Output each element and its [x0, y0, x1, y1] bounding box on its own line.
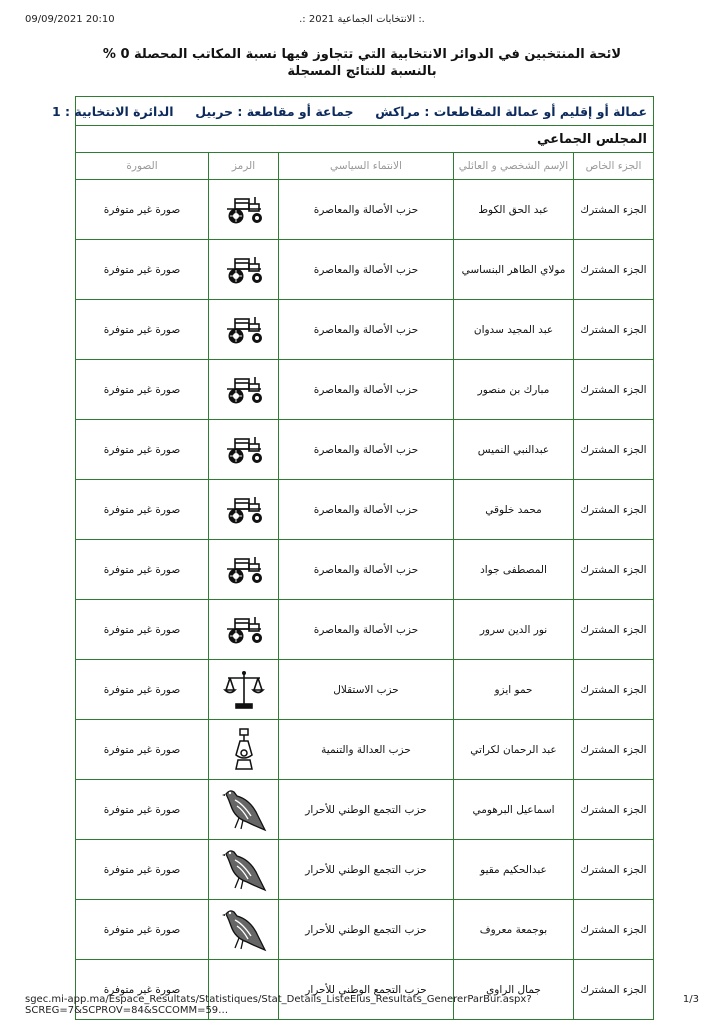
- part-cell: الجزء المشترك: [574, 960, 654, 1020]
- photo-cell: صورة غير متوفرة: [76, 540, 209, 600]
- party-cell: حزب الأصالة والمعاصرة: [279, 420, 454, 480]
- table-row: [76, 900, 654, 960]
- results-table-wrapper: [51, 96, 653, 1020]
- party-cell: حزب الأصالة والمعاصرة: [279, 300, 454, 360]
- heading-line-1: لائحة المنتخبين في الدوائر الانتخابية التي تتجاوز فيها نسبة المكاتب المحصلة 0 %: [102, 47, 622, 62]
- party-cell: حزب الأصالة والمعاصرة: [279, 600, 454, 660]
- col-header-symbol: الرمز: [209, 153, 279, 180]
- tractor-icon: [209, 375, 278, 405]
- photo-cell: صورة غير متوفرة: [76, 720, 209, 780]
- name-cell: عبد الحق الكوط: [454, 180, 574, 240]
- photo-cell: صورة غير متوفرة: [76, 600, 209, 660]
- table-row: [76, 720, 654, 780]
- district-label: الدائرة الانتخابية : 1: [51, 103, 174, 119]
- col-header-part: الجزء الخاص: [574, 153, 654, 180]
- col-header-party: الانتماء السياسي: [279, 153, 454, 180]
- name-cell: المصطفى جواد: [454, 540, 574, 600]
- photo-cell: صورة غير متوفرة: [76, 480, 209, 540]
- party-cell: حزب الأصالة والمعاصرة: [279, 540, 454, 600]
- photo-cell: صورة غير متوفرة: [76, 360, 209, 420]
- symbol-cell: [209, 900, 279, 960]
- part-cell: الجزء المشترك: [574, 300, 654, 360]
- party-cell: حزب التجمع الوطني للأحرار: [279, 780, 454, 840]
- table-row: [76, 300, 654, 360]
- name-cell: بوجمعة معروف: [454, 900, 574, 960]
- table-row: [76, 840, 654, 900]
- name-cell: مبارك بن منصور: [454, 360, 574, 420]
- dove-icon: [209, 846, 278, 894]
- dove-icon: [209, 906, 278, 954]
- tractor-icon: [209, 195, 278, 225]
- table-row: [76, 540, 654, 600]
- document-heading: [60, 46, 664, 80]
- council-title: المجلس الجماعي: [76, 126, 654, 153]
- party-cell: حزب الأصالة والمعاصرة: [279, 240, 454, 300]
- name-cell: جمال الراوي: [454, 960, 574, 1020]
- photo-cell: صورة غير متوفرة: [76, 960, 209, 1020]
- print-datetime: 09/09/2021 20:10: [25, 14, 115, 25]
- photo-cell: صورة غير متوفرة: [76, 300, 209, 360]
- party-cell: حزب الاستقلال: [279, 660, 454, 720]
- photo-cell: صورة غير متوفرة: [76, 900, 209, 960]
- name-cell: نور الدين سرور: [454, 600, 574, 660]
- photo-cell: صورة غير متوفرة: [76, 180, 209, 240]
- part-cell: الجزء المشترك: [574, 420, 654, 480]
- part-cell: الجزء المشترك: [574, 840, 654, 900]
- col-header-photo: الصورة: [76, 153, 209, 180]
- page-number: 1/3: [682, 994, 699, 1005]
- symbol-cell: [209, 480, 279, 540]
- symbol-cell: [209, 780, 279, 840]
- table-row: [76, 240, 654, 300]
- photo-cell: صورة غير متوفرة: [76, 240, 209, 300]
- lamp-icon: [209, 727, 278, 773]
- table-row: [76, 180, 654, 240]
- table-row: [76, 660, 654, 720]
- scales-icon: [209, 668, 278, 712]
- part-cell: الجزء المشترك: [574, 480, 654, 540]
- part-cell: الجزء المشترك: [574, 720, 654, 780]
- col-header-name: الإسم الشخصي و العائلي: [454, 153, 574, 180]
- prefecture-label: عمالة أو إقليم أو عمالة المقاطعات : مراكش: [375, 103, 647, 119]
- table-row: [76, 600, 654, 660]
- name-cell: مولاي الطاهر البنساسي: [454, 240, 574, 300]
- region-bar: [76, 97, 654, 126]
- table-row: [76, 360, 654, 420]
- symbol-cell: [209, 600, 279, 660]
- table-row: [76, 420, 654, 480]
- name-cell: اسماعيل البرهومي: [454, 780, 574, 840]
- symbol-cell: [209, 720, 279, 780]
- symbol-cell: [209, 360, 279, 420]
- footer-url: sgec.mi-app.ma/Espace_Resultats/Statistiques/Stat_Details_ListeElus_Resultats_GenererParBur.aspx?SCREG=7&SCPROV=84&SCCOMM=59…: [25, 994, 532, 1016]
- elected-list-table: [51, 96, 654, 1020]
- symbol-cell: [209, 300, 279, 360]
- part-cell: الجزء المشترك: [574, 780, 654, 840]
- name-cell: عبد المجيد سدوان: [454, 300, 574, 360]
- party-cell: حزب الأصالة والمعاصرة: [279, 480, 454, 540]
- tractor-icon: [209, 555, 278, 585]
- photo-cell: صورة غير متوفرة: [76, 660, 209, 720]
- photo-cell: صورة غير متوفرة: [76, 780, 209, 840]
- council-row: [76, 126, 654, 153]
- commune-label: جماعة أو مقاطعة : حربيل: [195, 103, 354, 119]
- name-cell: محمد خلوقي: [454, 480, 574, 540]
- table-row: [76, 480, 654, 540]
- party-cell: حزب التجمع الوطني للأحرار: [279, 900, 454, 960]
- party-cell: حزب الأصالة والمعاصرة: [279, 180, 454, 240]
- tractor-icon: [209, 435, 278, 465]
- symbol-cell: [209, 540, 279, 600]
- name-cell: عبدالحكيم مقيو: [454, 840, 574, 900]
- name-cell: عبد الرحمان لكراتي: [454, 720, 574, 780]
- symbol-cell: [209, 420, 279, 480]
- dove-icon: [209, 786, 278, 834]
- tractor-icon: [209, 615, 278, 645]
- part-cell: الجزء المشترك: [574, 540, 654, 600]
- tractor-icon: [209, 315, 278, 345]
- part-cell: الجزء المشترك: [574, 180, 654, 240]
- part-cell: الجزء المشترك: [574, 360, 654, 420]
- symbol-cell: [209, 660, 279, 720]
- name-cell: حمو ايزو: [454, 660, 574, 720]
- photo-cell: صورة غير متوفرة: [76, 840, 209, 900]
- part-cell: الجزء المشترك: [574, 660, 654, 720]
- heading-line-2: بالنسبة للنتائج المسجلة: [287, 64, 437, 79]
- name-cell: عبدالنبي النميس: [454, 420, 574, 480]
- party-cell: حزب العدالة والتنمية: [279, 720, 454, 780]
- tractor-icon: [209, 255, 278, 285]
- symbol-cell: [209, 240, 279, 300]
- party-cell: حزب التجمع الوطني للأحرار: [279, 840, 454, 900]
- symbol-cell: [209, 180, 279, 240]
- part-cell: الجزء المشترك: [574, 600, 654, 660]
- table-body: [76, 180, 654, 1020]
- part-cell: الجزء المشترك: [574, 900, 654, 960]
- tractor-icon: [209, 495, 278, 525]
- party-cell: حزب التجمع الوطني للأحرار: [279, 960, 454, 1020]
- party-cell: حزب الأصالة والمعاصرة: [279, 360, 454, 420]
- table-row: [76, 780, 654, 840]
- part-cell: الجزء المشترك: [574, 240, 654, 300]
- photo-cell: صورة غير متوفرة: [76, 420, 209, 480]
- symbol-cell: [209, 840, 279, 900]
- table-header-row: [76, 153, 654, 180]
- print-title: .: الانتخابات الجماعية 2021 :.: [299, 14, 425, 25]
- page-header: [0, 14, 724, 30]
